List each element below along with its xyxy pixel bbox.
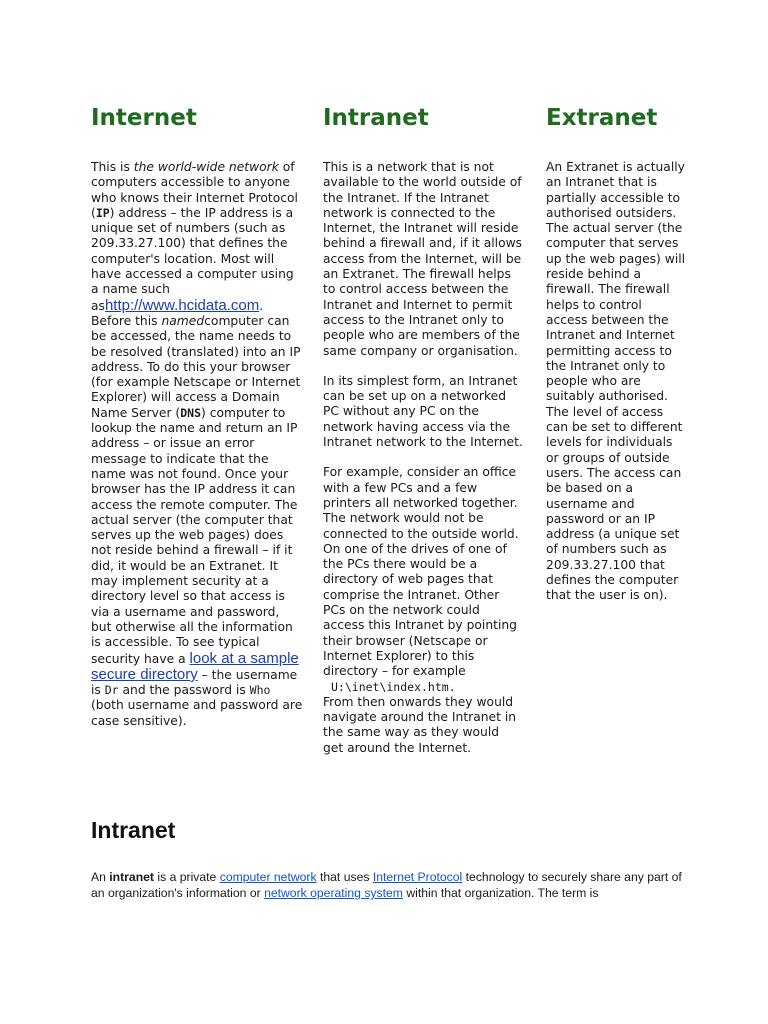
text-span: ) address – the IP address is a unique set of numbers (such as 209.33.27.100) that defines the computer's location. Most will have accessed a computer using a name such as — [91, 205, 294, 313]
ip-code: IP — [95, 205, 110, 220]
italic-text: named — [161, 313, 205, 328]
hcidata-link[interactable]: http://www.hcidata.com — [104, 296, 260, 314]
text-span: technology to securely share any part of an organization's information or — [91, 870, 682, 900]
text-span: An — [91, 870, 110, 884]
dns-code: DNS — [180, 405, 201, 420]
extranet-column — [546, 104, 686, 604]
definition-paragraph — [91, 869, 691, 901]
italic-text: the world-wide network — [133, 160, 279, 174]
text-span: ) computer to lookup the name and return an IP address – or issue an error message to indicate that the name was not found. Once your browser has the IP address it can access the remote computer. The actual server (the computer that serves up the web pages) does not reside behind a firewall – if it did, it would be an Extranet. It may implement security at a directory level so that access is via a username and password, but otherwise all the information is accessible. To see typical security have a — [91, 405, 298, 666]
username-code: Dr — [104, 683, 119, 698]
section-heading: Intranet — [91, 817, 176, 843]
bold-term: intranet — [109, 870, 154, 884]
secure-directory-link[interactable]: look at a sample secure directory — [91, 649, 299, 683]
text-span: and the password is — [118, 683, 250, 698]
intranet-paragraph-2: In its simplest form, an Intranet can be set up on a networked PC without any PC on the network having access via the Intranet network to the Internet. — [323, 373, 523, 450]
text-span: is a private — [154, 870, 220, 884]
intranet-definition-section — [91, 815, 691, 901]
text-span: – the username is — [91, 667, 298, 698]
password-code: Who — [249, 683, 271, 698]
text-span: of computers accessible to anyone who knows their Internet Protocol ( — [91, 160, 298, 220]
text-span: For example, consider an office with a few PCs and a few printers all networked together. The network would not be connected to the outside world. On one of the drives of one of the PCs there would be a directory of web pages that comprise the Intranet. Other PCs on the network could access this Intranet by pointing their browser (Netscape or Internet Explorer) to this directory – for example — [323, 465, 519, 679]
intranet-heading: Intranet — [323, 105, 429, 131]
internet-paragraph — [91, 160, 303, 729]
text-span: . Before this — [91, 298, 264, 328]
text-span: that uses — [316, 870, 373, 884]
computer-network-link[interactable]: computer network — [219, 870, 317, 884]
extranet-heading: Extranet — [546, 105, 658, 131]
internet-protocol-link[interactable]: Internet Protocol — [372, 870, 463, 884]
intranet-paragraph-3 — [323, 465, 523, 756]
text-span: This is — [91, 160, 134, 174]
intranet-paragraph-1: This is a network that is not available to the world outside of the Intranet. If the Intranet network is connected to the Internet, the Intranet will reside behind a firewall and, if it allows access from the Internet, will be an Extranet. The firewall helps to control access between the Intranet and Internet to permit access to the Intranet only to people who are members of the same company or organisation. — [323, 160, 523, 358]
network-os-link[interactable]: network operating system — [264, 886, 403, 900]
text-span: (both username and password are case sensitive). — [91, 698, 303, 728]
example-path: U:\inet\index.htm. — [331, 679, 456, 694]
extranet-paragraph: An Extranet is actually an Intranet that is partially accessible to authorised outsiders. The actual server (the computer that serves up the web pages) will reside behind a firewall. The firewall helps to control access between the Intranet and Internet permitting access to the Intranet only to people who are suitably authorised. The level of access can be set to different levels for individuals or groups of outside users. The access can be based on a username and password or an IP address (a unique set of numbers such as 209.33.27.100 that defines the computer that the user is on). — [546, 160, 686, 603]
intranet-column — [323, 104, 523, 756]
internet-heading: Internet — [91, 105, 197, 131]
internet-column — [91, 104, 303, 729]
text-span: computer can be accessed, the name needs to be resolved (translated) into an IP address. To do this your browser (for example Netscape or Internet Explorer) will access a Domain Name Server ( — [91, 313, 301, 420]
text-span: From then onwards they would navigate around the Intranet in the same way as they would get around the Internet. — [323, 694, 517, 755]
text-span: within that organization. The term is — [402, 886, 599, 900]
